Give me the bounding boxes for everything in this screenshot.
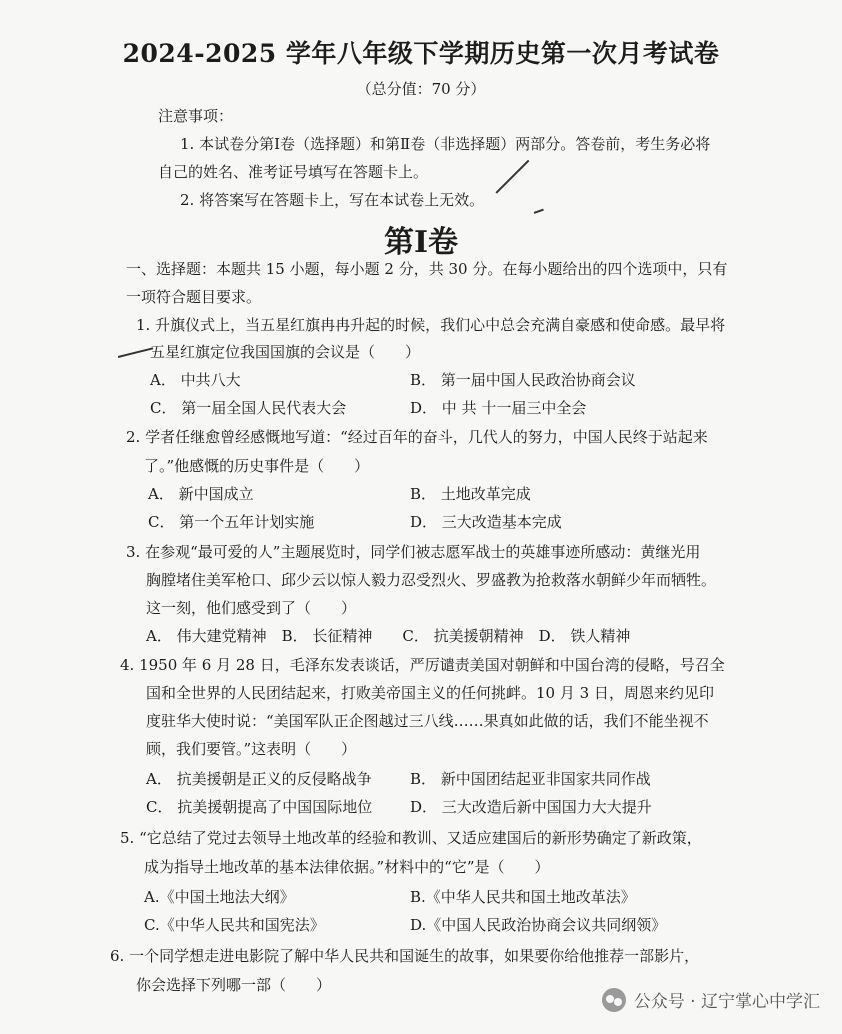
question-5-option-d: D.《中国人民政治协商会议共同纲领》	[410, 916, 667, 934]
question-2-option-a: A． 新中国成立	[148, 485, 254, 503]
question-6-stem-line-2: 你会选择下列哪一部（ ）	[136, 976, 332, 994]
question-5-option-a: A.《中国土地法大纲》	[144, 888, 295, 906]
wechat-icon	[602, 988, 626, 1012]
question-1-option-c: C． 第一届全国人民代表大会	[150, 399, 347, 417]
question-1-option-a: A． 中共八大	[150, 371, 241, 389]
question-3-stem-line-2: 胸膛堵住美军枪口、邱少云以惊人毅力忍受烈火、罗盛教为抢救落水朝鲜少年而牺牲。	[146, 571, 717, 589]
pencil-mark	[118, 347, 153, 357]
question-1-stem-line-1: 1. 升旗仪式上，当五星红旗冉冉升起的时候，我们心中总会充满自豪感和使命感。最早将	[136, 316, 726, 334]
section-heading: 第Ⅰ卷	[383, 225, 459, 260]
question-1-option-b: B． 第一届中国人民政治协商会议	[410, 371, 636, 389]
question-4-option-d: D． 三大改造后新中国国力大大提升	[410, 798, 652, 816]
watermark-text: 公众号 · 辽宁掌心中学汇	[633, 992, 820, 1012]
note-item-1-line-1: 1. 本试卷分第Ⅰ卷（选择题）和第Ⅱ卷（非选择题）两部分。答卷前，考生务必将	[180, 135, 711, 153]
question-2-stem-line-2: 了。”他感慨的历史事件是（ ）	[144, 457, 370, 475]
question-2-option-d: D． 三大改造基本完成	[410, 513, 562, 531]
question-5-stem-line-1: 5. “它总结了党过去领导土地改革的经验和教训、又适应建国后的新形势确定了新政策，	[120, 829, 702, 847]
question-2-option-b: B． 土地改革完成	[410, 485, 531, 503]
question-4-option-b: B． 新中国团结起亚非国家共同作战	[410, 770, 651, 788]
notes-heading: 注意事项：	[158, 107, 234, 125]
question-4-stem-line-1: 4. 1950 年 6 月 28 日，毛泽东发表谈话，严厉谴责美国对朝鲜和中国台湾的侵略，号召全	[120, 656, 725, 674]
question-4-option-c: C． 抗美援朝提高了中国国际地位	[146, 798, 373, 816]
section-instructions-line-1: 一、选择题：本题共 15 小题，每小题 2 分，共 30 分。在每小题给出的四个选项中，只有	[126, 260, 728, 278]
question-2-stem-line-1: 2. 学者任继愈曾经感慨地写道：“经过百年的奋斗，几代人的努力，中国人民终于站起来	[126, 428, 708, 446]
note-item-1-line-2: 自己的姓名、准考证号填写在答题卡上。	[158, 163, 429, 181]
note-item-2: 2. 将答案写在答题卡上，写在本试卷上无效。	[180, 191, 485, 209]
question-4-stem-line-3: 度驻华大使时说：“美国军队正企图越过三八线……果真如此做的话，我们不能坐视不	[146, 712, 709, 730]
pencil-mark	[534, 209, 544, 214]
pencil-mark	[495, 160, 529, 194]
question-4-stem-line-4: 顾，我们要管。”这表明（ ）	[146, 740, 357, 758]
question-3-stem-line-3: 这一刻，他们感受到了（ ）	[146, 599, 357, 617]
exam-title: 2024-2025 学年八年级下学期历史第一次月考试卷	[122, 39, 720, 68]
question-4-stem-line-2: 国和全世界的人民团结起来，打败美帝国主义的任何挑衅。10 月 3 日，周恩来约见印	[146, 684, 714, 702]
total-score: （总分值：70 分）	[356, 80, 486, 98]
question-5-option-b: B.《中华人民共和国土地改革法》	[410, 888, 636, 906]
question-3-stem-line-1: 3. 在参观“最可爱的人”主题展览时，同学们被志愿军战士的英雄事迹所感动：黄继光用	[126, 543, 701, 561]
question-2-option-c: C． 第一个五年计划实施	[148, 513, 315, 531]
watermark	[602, 987, 820, 1012]
question-1-stem-line-2: 五星红旗定位我国国旗的会议是（ ）	[150, 343, 421, 361]
question-3-options: A． 伟大建党精神 B． 长征精神 C． 抗美援朝精神 D． 铁人精神	[146, 627, 631, 645]
section-instructions-line-2: 一项符合题目要求。	[126, 288, 262, 306]
question-5-option-c: C.《中华人民共和国宪法》	[144, 916, 325, 934]
question-1-option-d: D． 中 共 十一届三中全会	[410, 399, 587, 417]
question-6-stem-line-1: 6. 一个同学想走进电影院了解中华人民共和国诞生的故事，如果要你给他推荐一部影片，	[110, 947, 700, 965]
question-4-option-a: A． 抗美援朝是正义的反侵略战争	[146, 770, 372, 788]
question-5-stem-line-2: 成为指导土地改革的基本法律依据。”材料中的“它”是（ ）	[144, 858, 550, 876]
